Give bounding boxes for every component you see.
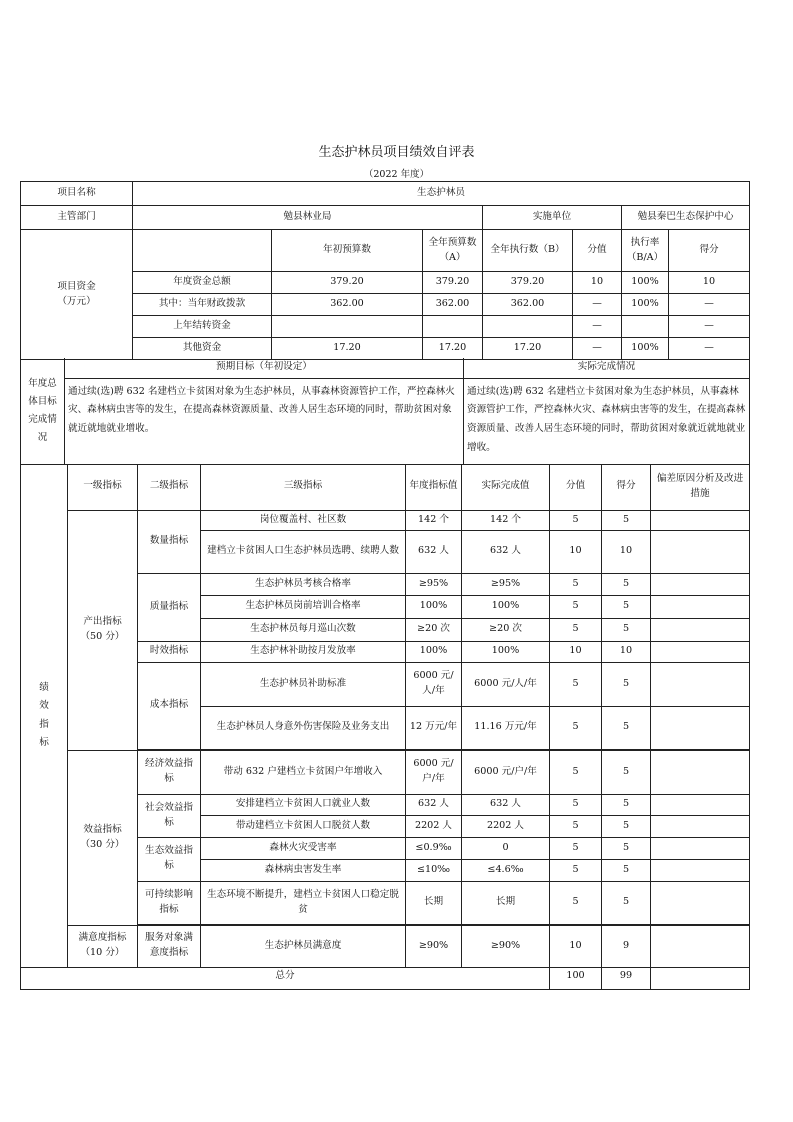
funds-col-executed: 全年执行数（B）: [483, 230, 573, 272]
indicator-deviation: [651, 510, 750, 530]
indicator-score: 9: [602, 925, 651, 967]
perf-col-weight: 分值: [550, 464, 602, 510]
funds-row-initial: 362.00: [272, 294, 423, 316]
indicator-target: 632 人: [406, 530, 462, 573]
indicator-target: 100%: [406, 595, 462, 618]
indicator-weight: 5: [550, 837, 602, 859]
indicator-deviation: [651, 859, 750, 881]
satisfaction-label-cell: [68, 925, 138, 967]
indicator-name: 岗位覆盖村、社区数: [201, 510, 406, 530]
total-table: [20, 965, 750, 990]
indicator-actual: 100%: [462, 641, 550, 662]
output-label: 产出指标: [83, 616, 122, 628]
satisfaction-score: （10 分）: [80, 947, 125, 958]
indicator-target: ≤0.9‰: [406, 837, 462, 859]
year-subtitle: （2022 年度）: [363, 169, 430, 180]
indicator-score: 5: [602, 662, 651, 706]
funds-row-weight: —: [573, 338, 622, 360]
economic-label: 经济效益指标: [138, 750, 201, 794]
indicator-deviation: [651, 794, 750, 815]
funds-unit: （万元）: [57, 295, 96, 307]
indicator-deviation: [651, 641, 750, 662]
indicator-weight: 5: [550, 881, 602, 924]
indicator-deviation: [651, 530, 750, 573]
indicator-name: 生态护林补助按月发放率: [201, 641, 406, 662]
funds-row-rate: 100%: [622, 294, 669, 316]
funds-row-score: —: [669, 294, 750, 316]
total-weight: 100: [550, 965, 602, 989]
satisfaction-label: 满意度指标: [78, 932, 127, 944]
indicator-actual: 100%: [462, 595, 550, 618]
indicator-weight: 10: [550, 925, 602, 967]
quantity-label: 数量指标: [138, 510, 201, 573]
quality-label: 质量指标: [138, 573, 201, 641]
table-row: [21, 510, 750, 530]
funds-row-initial: [272, 316, 423, 338]
funds-row-annual: 379.20: [423, 272, 483, 294]
indicator-actual: 6000 元/人/年: [462, 662, 550, 706]
perf-label: [21, 464, 68, 968]
indicator-name: 生态护林员人身意外伤害保险及业务支出: [201, 706, 406, 749]
perf-col-deviation: 偏差原因分析及改进措施: [651, 464, 750, 510]
indicator-deviation: [651, 573, 750, 595]
indicator-actual: ≥90%: [462, 925, 550, 967]
ecological-label: 生态效益指标: [138, 837, 201, 881]
funds-row-rate: 100%: [622, 338, 669, 360]
table-row: [21, 750, 750, 794]
indicator-weight: 5: [550, 815, 602, 837]
funds-row-executed: 362.00: [483, 294, 573, 316]
indicator-score: 5: [602, 859, 651, 881]
indicator-name: 森林病虫害发生率: [201, 859, 406, 881]
benefit-score: （30 分）: [80, 838, 125, 850]
sustainable-label: 可持续影响指标: [138, 881, 201, 924]
benefit-label: 效益指标: [83, 823, 122, 835]
total-score: 99: [602, 965, 651, 989]
indicator-target: 长期: [406, 881, 462, 924]
indicator-score: 5: [602, 618, 651, 641]
total-deviation: [651, 965, 750, 989]
perf-label-text: 绩效指标: [39, 682, 49, 748]
indicator-target: ≥20 次: [406, 618, 462, 641]
funds-row-name: 其中：当年财政拨款: [133, 294, 272, 316]
service-label: 服务对象满意度指标: [138, 925, 201, 967]
indicator-actual: 632 人: [462, 794, 550, 815]
indicator-actual: 142 个: [462, 510, 550, 530]
indicator-weight: 5: [550, 794, 602, 815]
indicator-actual: 2202 人: [462, 815, 550, 837]
funds-row-score: —: [669, 338, 750, 360]
project-name-value: 生态护林员: [133, 182, 750, 206]
indicator-deviation: [651, 750, 750, 794]
funds-row-initial: 17.20: [272, 338, 423, 360]
indicator-weight: 10: [550, 641, 602, 662]
funds-col-rate: 执行率（B/A）: [622, 230, 669, 272]
indicator-weight: 5: [550, 859, 602, 881]
goals-table: [20, 358, 750, 465]
indicator-weight: 5: [550, 750, 602, 794]
indicator-name: 森林火灾受害率: [201, 837, 406, 859]
indicator-actual: 632 人: [462, 530, 550, 573]
indicator-target: ≥95%: [406, 573, 462, 595]
funds-row-weight: 10: [573, 272, 622, 294]
indicator-actual: 11.16 万元/年: [462, 706, 550, 749]
funds-row-executed: [483, 316, 573, 338]
funds-corner-cell: [133, 230, 272, 272]
funds-row-name: 上年结转资金: [133, 316, 272, 338]
indicator-target: ≥90%: [406, 925, 462, 967]
funds-row-weight: —: [573, 316, 622, 338]
indicator-weight: 5: [550, 706, 602, 749]
funds-label-cell: [21, 230, 133, 360]
indicator-actual: 长期: [462, 881, 550, 924]
impl-value: 勉县秦巴生态保护中心: [622, 206, 750, 230]
output-label-cell: [68, 510, 138, 750]
funds-row-annual: 17.20: [423, 338, 483, 360]
indicator-score: 5: [602, 573, 651, 595]
perf-col-level3: 三级指标: [201, 464, 406, 510]
indicator-score: 5: [602, 815, 651, 837]
indicator-actual: 6000 元/户/年: [462, 750, 550, 794]
funds-row-score: —: [669, 316, 750, 338]
funds-row-name: 年度资金总额: [133, 272, 272, 294]
indicator-deviation: [651, 925, 750, 967]
perf-col-target: 年度指标值: [406, 464, 462, 510]
indicator-score: 5: [602, 706, 651, 749]
total-label: 总分: [21, 965, 550, 989]
indicator-name: 安排建档立卡贫困人口就业人数: [201, 794, 406, 815]
funds-label: 项目资金: [57, 280, 96, 292]
indicator-actual: 0: [462, 837, 550, 859]
indicator-actual: ≤4.6‰: [462, 859, 550, 881]
perf-col-actual: 实际完成值: [462, 464, 550, 510]
indicator-name: 生态护林员满意度: [201, 925, 406, 967]
funds-row-rate: [622, 316, 669, 338]
funds-row-name: 其他资金: [133, 338, 272, 360]
funds-row-annual: 362.00: [423, 294, 483, 316]
indicator-name: 生态护林员补助标准: [201, 662, 406, 706]
indicator-target: ≤10‰: [406, 859, 462, 881]
goals-expected-text: 通过续(选)聘 632 名建档立卡贫困对象为生态护林员，从事森林资源管护工作，严控森林火灾、森林病虫害等的发生，在提高森林资源质量、改善人居生态环境的同时，帮助贫困对象就近就地就业增收。: [65, 378, 464, 464]
indicator-weight: 5: [550, 662, 602, 706]
funds-row-score: 10: [669, 272, 750, 294]
perf-col-score: 得分: [602, 464, 651, 510]
perf-col-level2: 二级指标: [138, 464, 201, 510]
indicator-target: 100%: [406, 641, 462, 662]
dept-value: 勉县林业局: [133, 206, 483, 230]
indicator-name: 带动建档立卡贫困人口脱贫人数: [201, 815, 406, 837]
indicator-score: 5: [602, 837, 651, 859]
indicator-weight: 5: [550, 618, 602, 641]
goals-label: 年度总体目标完成情况: [21, 358, 65, 464]
indicator-weight: 5: [550, 510, 602, 530]
project-name-label: 项目名称: [21, 182, 133, 206]
goals-actual-label: 实际完成情况: [464, 358, 750, 378]
funds-col-score: 得分: [669, 230, 750, 272]
indicator-name: 生态护林员考核合格率: [201, 573, 406, 595]
funds-col-initial: 年初预算数: [272, 230, 423, 272]
goals-actual-text: 通过续(选)聘 632 名建档立卡贫困对象为生态护林员，从事森林资源管护工作，严控森林火灾、森林病虫害等的发生，在提高森林资源质量、改善人居生态环境的同时，帮助贫困对象就近就地就业增收。: [464, 378, 750, 464]
funds-row-rate: 100%: [622, 272, 669, 294]
indicator-deviation: [651, 815, 750, 837]
indicator-name: 生态护林员每月巡山次数: [201, 618, 406, 641]
indicator-weight: 5: [550, 573, 602, 595]
funds-row-annual: [423, 316, 483, 338]
indicator-target: 6000 元/人/年: [406, 662, 462, 706]
indicator-target: 142 个: [406, 510, 462, 530]
indicator-score: 10: [602, 641, 651, 662]
indicator-score: 5: [602, 750, 651, 794]
indicator-target: 6000 元/户/年: [406, 750, 462, 794]
indicator-deviation: [651, 837, 750, 859]
indicator-deviation: [651, 662, 750, 706]
funds-col-weight: 分值: [573, 230, 622, 272]
indicator-name: 生态环境不断提升，建档立卡贫困人口稳定脱贫: [201, 881, 406, 924]
summary-table: [20, 181, 750, 360]
indicator-score: 5: [602, 881, 651, 924]
indicator-score: 10: [602, 530, 651, 573]
indicator-weight: 10: [550, 530, 602, 573]
indicator-target: 2202 人: [406, 815, 462, 837]
indicator-target: 632 人: [406, 794, 462, 815]
indicator-actual: ≥20 次: [462, 618, 550, 641]
indicator-name: 带动 632 户建档立卡贫困户年增收入: [201, 750, 406, 794]
indicator-score: 5: [602, 794, 651, 815]
indicator-name: 建档立卡贫困人口生态护林员选聘、续聘人数: [201, 530, 406, 573]
funds-row-executed: 379.20: [483, 272, 573, 294]
funds-row-executed: 17.20: [483, 338, 573, 360]
indicator-actual: ≥95%: [462, 573, 550, 595]
page-title: 生态护林员项目绩效自评表: [318, 145, 475, 160]
funds-row-initial: 379.20: [272, 272, 423, 294]
output-score: （50 分）: [80, 631, 125, 642]
benefit-label-cell: [68, 750, 138, 925]
indicator-deviation: [651, 595, 750, 618]
indicator-deviation: [651, 706, 750, 749]
impl-label: 实施单位: [483, 206, 622, 230]
performance-table: [20, 464, 750, 968]
timeliness-label: 时效指标: [138, 641, 201, 662]
goals-expected-label: 预期目标（年初设定）: [65, 358, 464, 378]
table-row: [21, 925, 750, 967]
funds-row-weight: —: [573, 294, 622, 316]
indicator-score: 5: [602, 510, 651, 530]
cost-label: 成本指标: [138, 662, 201, 749]
indicator-name: 生态护林员岗前培训合格率: [201, 595, 406, 618]
indicator-score: 5: [602, 595, 651, 618]
indicator-weight: 5: [550, 595, 602, 618]
indicator-deviation: [651, 881, 750, 924]
dept-label: 主管部门: [21, 206, 133, 230]
indicator-target: 12 万元/年: [406, 706, 462, 749]
funds-col-annual: 全年预算数（A）: [423, 230, 483, 272]
social-label: 社会效益指标: [138, 794, 201, 837]
perf-col-level1: 一级指标: [68, 464, 138, 510]
indicator-deviation: [651, 618, 750, 641]
